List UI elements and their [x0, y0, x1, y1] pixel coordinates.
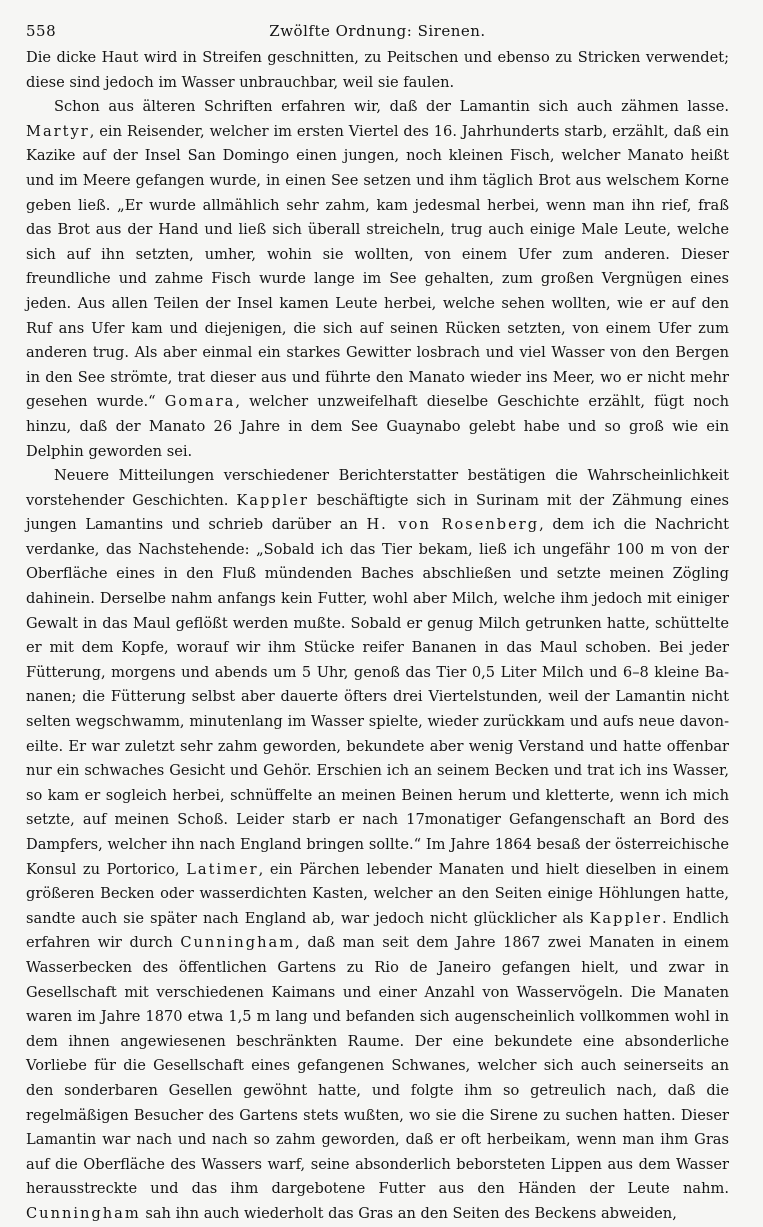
running-header: [26, 14, 729, 46]
person-name: Cunningham: [180, 934, 296, 952]
person-name: Martyr: [26, 122, 90, 140]
text-segment: , daß man seit dem Jahre 1867 zwei Manaten in einem Wasserbecken des öffentlichen Gartens zu Rio de Janeiro gefangen hielt, und zwar in Gesellschaft mit verschiedenen Kaimans und einer Anzahl von Wasservögeln. Die Manaten waren im Jahre 1870 etwa 1,5 m lang und befanden sich augenscheinlich vollkommen wohl in dem ihnen angewiesenen beschränkten Raume. Der eine bekundete eine absonderliche Vorliebe für die Gesellschaft eines gefangenen Schwanes, welcher sich auch seinerseits an den sonderbaren Gesellen gewöhnt hatte, und folgte ihm so getreulich nach, daß die regelmäßigen Besucher des Gartens stets wußten, wo sie die Sirene zu suchen hatten. Dieser Lamantin war nach und nach so zahm geworden, daß er oft herbeikam, wenn man ihm Gras auf die Oberfläche des Wassers warf, seine absonderlich beborsteten Lippen aus dem Wasser herausstreckte und das ihm dargebotene Futter aus den Händen der Leute nahm.: [26, 934, 730, 1198]
page-number: 558: [26, 22, 57, 40]
paragraph-1: [26, 46, 729, 95]
person-name: Kappler: [589, 909, 663, 927]
text-segment: sah ihn auch wiederholt das Gras an den Seiten des Beckens abweiden,: [140, 1204, 677, 1222]
text-segment: , welcher unzweifelhaft dieselbe Geschichte erzählt, fügt noch hinzu, daß der Manato 26 Jahre in dem See Guaynabo gelebt habe und so groß wie ein Delphin geworden sei.: [26, 393, 729, 460]
text-segment: beschäftigte sich in Surinam mit der Zähmung eines jungen Lamantins und schrieb darüber an: [26, 491, 729, 534]
person-name: H. von Rosenberg: [366, 516, 540, 534]
person-name: Kappler: [236, 491, 309, 509]
text-segment: , ein Reisender, welcher im ersten Viertel des 16. Jahrhunderts starb, erzählt, daß ein Kazike auf der Insel San Domingo einen jungen, noch kleinen Fisch, welcher Manato heißt und im Meere gefangen wurde, in einen See setzen und ihm täglich Brot aus welschem Korne geben ließ. „Er wurde allmählich sehr zahm, kam jedesmal herbei, wenn man ihn rief, fraß das Brot aus der Hand und ließ sich überall streicheln, trug auch einige Male Leute, welche sich auf ihn setzten, umher, wohin sie wollten, von einem Ufer zum anderen. Dieser freundliche und zahme Fisch wurde lange im See gehalten, zum großen Vergnügen eines jeden. Aus allen Teilen der Insel kamen Leute herbei, welche sehen wollten, wie er auf den Ruf ans Ufer kam und diejenigen, die sich auf seinen Rücken setzten, von einem Ufer zum anderen trug. Als aber einmal ein starkes Gewitter losbrach und viel Wasser von den Bergen in den See strömte, trat dieser aus und führte den Manato wieder ins Meer, wo er nicht mehr gesehen wurde.“: [26, 122, 729, 411]
person-name: Latimer: [186, 860, 259, 878]
person-name: Cunningham: [26, 1204, 141, 1222]
person-name: Gomara: [164, 393, 236, 411]
running-title: Zwölfte Ordnung: Sirenen.: [269, 22, 486, 40]
text-segment: Schon aus älteren Schriften erfahren wir, daß der Lamantin sich auch zähmen lasse.: [54, 98, 729, 116]
text-segment: , ein Pärchen lebender Manaten und hielt dieselben in einem größeren Becken oder wasserdichten Kasten, welcher an den Seiten einige Höhlungen hatte, sandte auch sie später nach England ab, war jedoch nicht glücklicher als: [26, 860, 729, 927]
text-segment: Neuere Mitteilungen verschiedener Berichterstatter bestätigen die Wahrscheinlichkeit vorstehender Geschichten.: [26, 467, 729, 509]
body-text: [26, 46, 729, 1227]
text-segment: , dem ich die Nachricht verdanke, das Nachstehende: „Sobald ich das Tier bekam, ließ ich ungefähr 100 m von der Oberfläche eines in den Fluß mündenden Baches abschließen und setzte meinen Zögling dahinein. Derselbe nahm anfangs kein Futter, wohl aber Milch, welche ihm jedoch mit einiger Gewalt in das Maul geflößt werden mußte. Sobald er genug Milch getrunken hatte, schüttelte er mit dem Kopfe, worauf wir ihm Stücke reifer Bananen in das Maul schoben. Bei jeder Fütterung, morgens und abends um 5 Uhr, genoß das Tier 0,5 Liter Milch und 6–8 kleine Bananen; die Fütterung selbst aber dauerte öfters drei Viertelstunden, weil der Lamantin nicht selten wegschwamm, minutenlang im Wasser spielte, wieder zurückkam und aufs neue davoneilte. Er war zuletzt sehr zahm geworden, bekundete aber wenig Verstand und hatte offenbar nur ein schwaches Gesicht und Gehör. Erschien ich an seinem Becken und trat ich ins Wasser, so kam er sogleich herbei, schnüffelte an meinen Beinen herum und kletterte, wenn ich mich setzte, auf meinen Schoß. Leider starb er nach 17monatiger Gefangenschaft an Bord des Dampfers, welcher ihn nach England bringen sollte.“ Im Jahre 1864 besaß der österreichische Konsul zu Portorico,: [26, 516, 729, 878]
paragraph-2: [26, 95, 729, 464]
text-segment: Die dicke Haut wird in Streifen geschnitten, zu Peitschen und ebenso zu Stricken verwendet; diese sind jedoch im Wasser unbrauchbar, weil sie faulen.: [26, 49, 729, 91]
text-segment: . Endlich erfahren wir durch: [26, 909, 729, 952]
paragraph-3: [26, 464, 729, 1226]
